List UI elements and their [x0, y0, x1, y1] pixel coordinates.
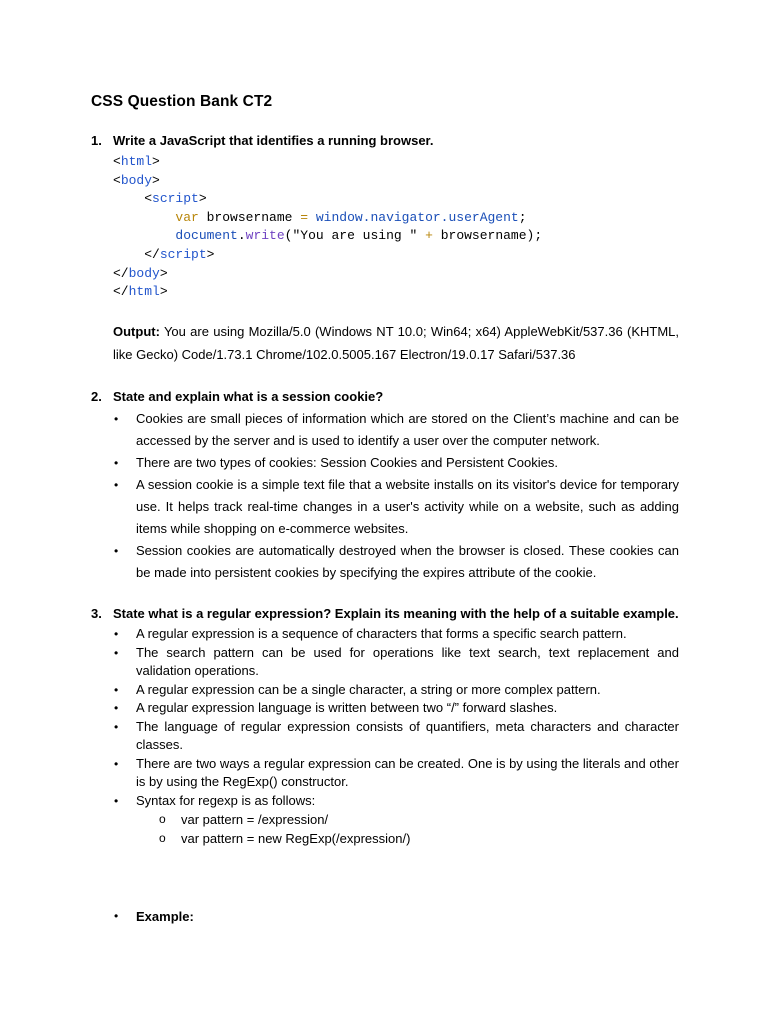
output-label: Output: — [113, 324, 160, 339]
question-3-bullet-list — [113, 625, 679, 848]
sub-list-item: o var pattern = new RegExp(/expression/) — [159, 831, 411, 846]
syntax-sub-list — [136, 810, 679, 848]
circle-bullet-icon: o — [159, 831, 166, 845]
bullet-icon: • — [114, 544, 119, 558]
question-2-text: State and explain what is a session cookie? — [113, 389, 384, 404]
bullet-icon: • — [114, 627, 119, 641]
bullet-icon: • — [114, 645, 119, 660]
list-item: • The search pattern can be used for operations like text search, text replacement and validation operations. — [114, 644, 679, 678]
code-line: </script> — [113, 246, 215, 262]
bullet-icon: • — [114, 719, 119, 734]
list-item: • Cookies are small pieces of information which are stored on the Client’s machine and can be accessed by the server and is used to identify a user over the computer network. — [113, 408, 679, 452]
bullet-icon: • — [114, 909, 119, 923]
example-heading: • Example: — [114, 909, 194, 924]
question-1-text: Write a JavaScript that identifies a running browser. — [113, 133, 434, 148]
code-line: <script> — [113, 191, 207, 207]
list-item: • There are two types of cookies: Session Cookies and Persistent Cookies. — [113, 452, 679, 474]
list-item: • The language of regular expression consists of quantifiers, meta characters and character classes. — [114, 718, 679, 752]
bullet-icon: • — [114, 456, 119, 470]
bullet-icon: • — [114, 682, 119, 697]
code-line: <html> — [113, 154, 160, 169]
question-3-text: State what is a regular expression? Explain its meaning with the help of a suitable example. — [113, 606, 679, 621]
code-line: </html> — [113, 284, 168, 300]
code-line: document.write("You are using " + browsername); — [175, 228, 543, 244]
list-item: • There are two ways a regular expression can be created. One is by using the literals and other is by using the RegExp() constructor. — [114, 755, 679, 789]
code-block — [113, 153, 542, 302]
code-line: var browsername = window.navigator.userAgent; — [175, 209, 527, 225]
list-item: • A regular expression can be a single character, a string or more complex pattern. — [113, 681, 679, 700]
question-2-bullet-list — [113, 408, 679, 584]
question-2-number: 2. — [91, 389, 102, 404]
list-item: • Session cookies are automatically destroyed when the browser is closed. These cookies can be made into persistent cookies by specifying the expires attribute of the cookie. — [113, 540, 679, 584]
code-line: <body> — [113, 172, 160, 188]
bullet-icon: • — [114, 412, 119, 426]
bullet-icon: • — [114, 793, 119, 808]
list-item: • Syntax for regexp is as follows: o var pattern = /expression/ o var pattern = new RegExp(/expression/) — [113, 792, 679, 849]
list-item: • A session cookie is a simple text file that a website installs on its visitor's device for temporary use. It helps track real-time changes in a user's activity while on a website, such as adding items while shopping on e-commerce websites. — [113, 474, 679, 540]
bullet-icon: • — [114, 701, 119, 715]
bullet-icon: • — [114, 756, 119, 771]
page-title: CSS Question Bank CT2 — [91, 93, 273, 110]
bullet-icon: • — [114, 478, 119, 492]
list-item: • A regular expression is a sequence of characters that forms a specific search pattern. — [113, 625, 679, 644]
list-item: • A regular expression language is written between two “/” forward slashes. — [113, 699, 679, 718]
code-line: </body> — [113, 265, 168, 281]
question-1-number: 1. — [91, 133, 102, 148]
output-text: You are using Mozilla/5.0 (Windows NT 10.0; Win64; x64) AppleWebKit/537.36 (KHTML, like Gecko) Code/1.73.1 Chrome/102.0.5005.167 Electron/19.0.17 Safari/537.36 — [113, 324, 679, 362]
circle-bullet-icon: o — [159, 812, 166, 826]
output-paragraph — [113, 320, 679, 366]
question-3-number: 3. — [91, 606, 102, 621]
sub-list-item: o var pattern = /expression/ — [159, 812, 329, 827]
